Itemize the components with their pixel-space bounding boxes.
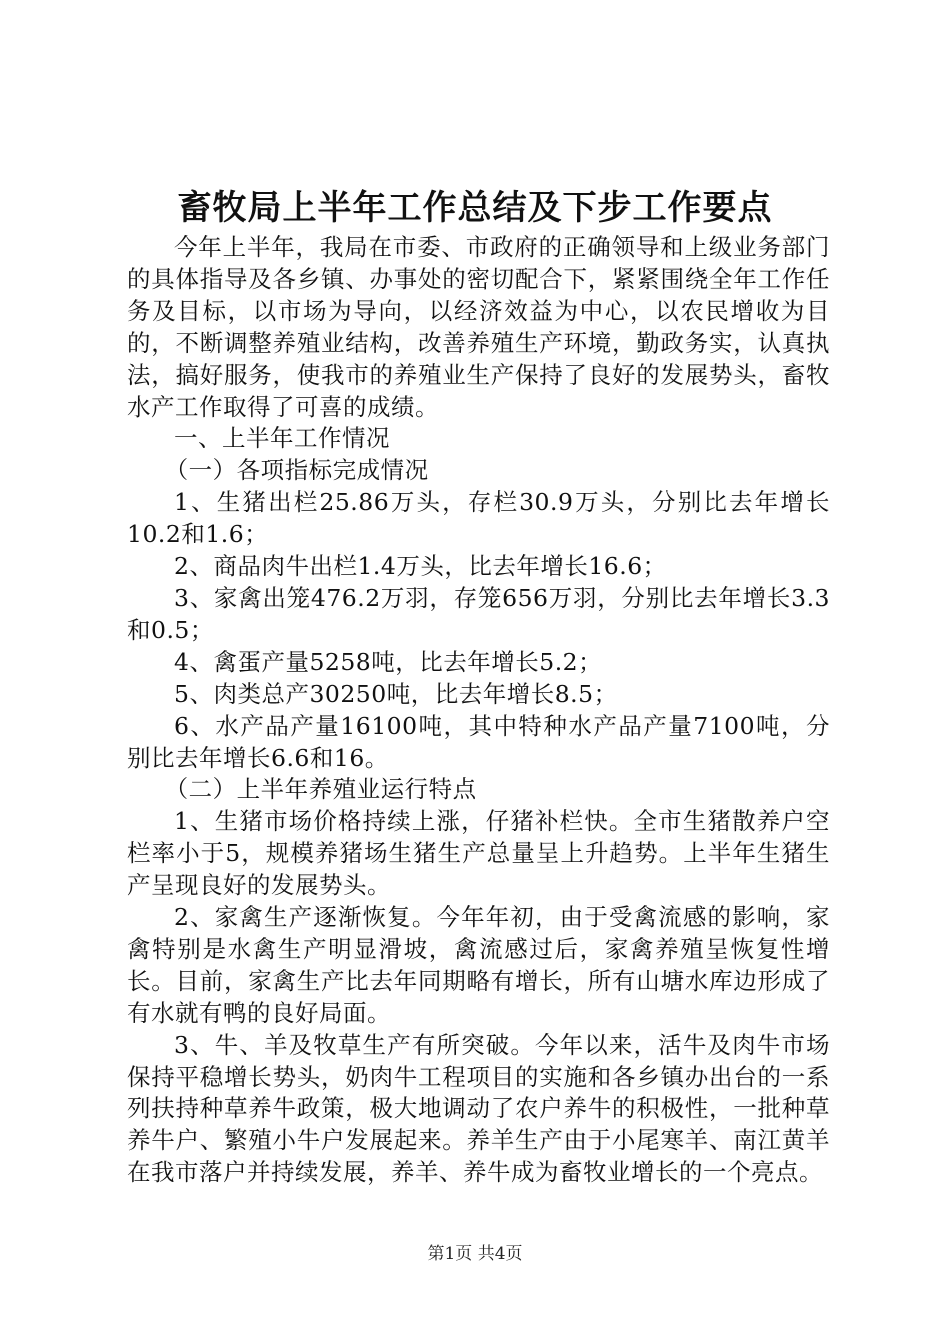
indicator-item-5: 5、肉类总产30250吨，比去年增长8.5；: [174, 679, 618, 708]
feature-item-2: 2、家禽生产逐渐恢复。今年年初，由于受禽流感的影响，家禽特别是水禽生产明显滑坡，禽流感过后，家禽养殖呈恢复性增长。目前，家禽生产比去年同期略有增长，所有山塘水库边形成了有水就有鸭的良好局面。: [127, 903, 830, 1027]
document-body: [127, 232, 830, 1189]
section-heading-1: 一、上半年工作情况: [174, 424, 390, 453]
subsection-heading-1: （一）各项指标完成情况: [164, 456, 429, 485]
intro-paragraph: 今年上半年，我局在市委、市政府的正确领导和上级业务部门的具体指导及各乡镇、办事处的密切配合下，紧紧围绕全年工作任务及目标，以市场为导向，以经济效益为中心，以农民增收为目的，不断调整养殖业结构，改善养殖生产环境，勤政务实，认真执法，搞好服务，使我市的养殖业生产保持了良好的发展势头，畜牧水产工作取得了可喜的成绩。: [127, 233, 830, 421]
feature-item-3: 3、牛、羊及牧草生产有所突破。今年以来，活牛及肉牛市场保持平稳增长势头，奶肉牛工程项目的实施和各乡镇办出台的一系列扶持种草养牛政策，极大地调动了农户养牛的积极性，一批种草养牛户、繁殖小牛户发展起来。养羊生产由于小尾寒羊、南江黄羊在我市落户并持续发展，养羊、养牛成为畜牧业增长的一个亮点。: [127, 1030, 830, 1187]
indicator-item-4: 4、禽蛋产量5258吨，比去年增长5.2；: [174, 647, 603, 676]
page-footer: 第1页 共4页: [427, 1244, 523, 1264]
indicator-item-2: 2、商品肉牛出栏1.4万头，比去年增长16.6；: [174, 552, 667, 581]
indicator-item-6: 6、水产品产量16100吨，其中特种水产品产量7100吨，分别比去年增长6.6和16。: [127, 711, 830, 772]
document-title: 畜牧局上半年工作总结及下步工作要点: [177, 188, 773, 228]
indicator-item-3: 3、家禽出笼476.2万羽，存笼656万羽，分别比去年增长3.3和0.5；: [127, 583, 830, 644]
feature-item-1: 1、生猪市场价格持续上涨，仔猪补栏快。全市生猪散养户空栏率小于5，规模养猪场生猪生产总量呈上升趋势。上半年生猪生产呈现良好的发展势头。: [127, 807, 830, 900]
subsection-heading-2: （二）上半年养殖业运行特点: [164, 775, 477, 804]
indicator-item-1: 1、生猪出栏25.86万头，存栏30.9万头，分别比去年增长10.2和1.6；: [127, 488, 830, 549]
